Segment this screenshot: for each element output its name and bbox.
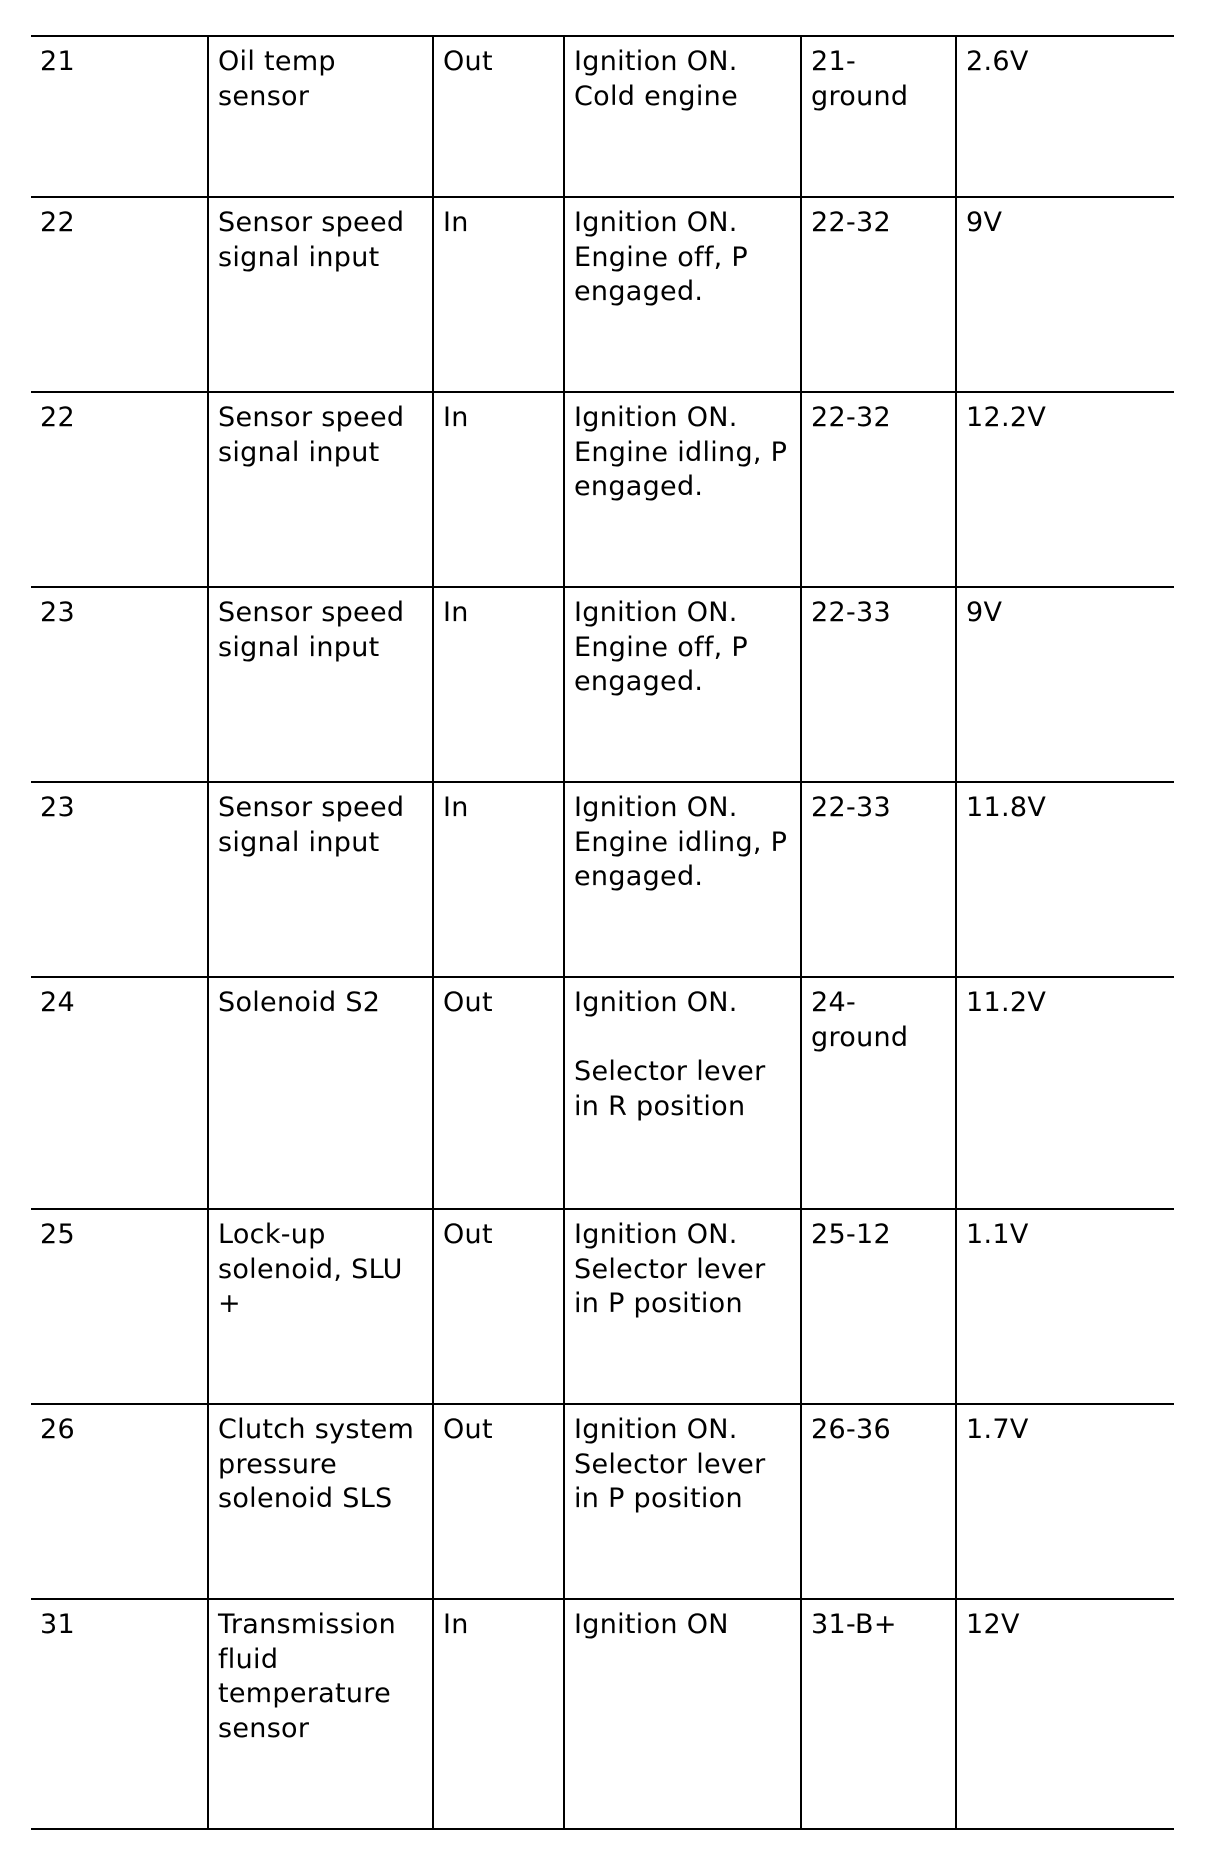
signal-direction-cell: Out [433, 977, 564, 1209]
measurement-points-cell: 22-33 [801, 587, 956, 782]
table-row [31, 1209, 1174, 1404]
test-condition-cell [564, 977, 801, 1209]
measurement-points-cell: 25-12 [801, 1209, 956, 1404]
test-condition-line: Ignition ON. [574, 207, 738, 238]
test-condition-line: Selector lever in P position [574, 1448, 766, 1514]
expected-value-cell: 12V [956, 1599, 1174, 1829]
table-row [31, 587, 1174, 782]
pin-number-cell: 25 [31, 1209, 208, 1404]
test-condition-line: Ignition ON. [574, 1219, 738, 1250]
test-condition-cell [564, 1209, 801, 1404]
test-condition-line: Engine off, P engaged. [574, 241, 748, 307]
signal-direction-cell: In [433, 782, 564, 977]
signal-direction-cell: Out [433, 1209, 564, 1404]
signal-direction-cell: In [433, 587, 564, 782]
test-condition-cell [564, 36, 801, 197]
pin-number-cell: 22 [31, 392, 208, 587]
test-condition-line: Ignition ON. [574, 597, 738, 628]
test-condition-line: Ignition ON. [574, 402, 738, 433]
expected-value-cell: 1.7V [956, 1404, 1174, 1599]
component-name-cell: Clutch system pressure solenoid SLS [208, 1404, 433, 1599]
expected-value-cell: 12.2V [956, 392, 1174, 587]
test-condition-line: Engine off, P engaged. [574, 631, 748, 697]
table-row [31, 977, 1174, 1209]
table-row [31, 197, 1174, 392]
test-condition-cell [564, 782, 801, 977]
test-condition-line: Engine idling, P engaged. [574, 826, 788, 892]
test-condition-line: Ignition ON. [574, 1414, 738, 1445]
measurement-points-cell: 22-33 [801, 782, 956, 977]
expected-value-cell: 1.1V [956, 1209, 1174, 1404]
signal-direction-cell: In [433, 392, 564, 587]
signal-direction-cell: In [433, 1599, 564, 1829]
measurement-points-cell: 24-ground [801, 977, 956, 1209]
expected-value-cell: 9V [956, 587, 1174, 782]
component-name-cell: Sensor speed signal input [208, 587, 433, 782]
table-row [31, 36, 1174, 197]
test-condition-line: Ignition ON [574, 1609, 729, 1640]
table-row [31, 782, 1174, 977]
expected-value-cell: 11.8V [956, 782, 1174, 977]
measurement-points-cell: 21-ground [801, 36, 956, 197]
pin-number-cell: 21 [31, 36, 208, 197]
test-condition-line [574, 1021, 792, 1056]
measurement-points-cell: 22-32 [801, 197, 956, 392]
test-condition-cell [564, 1404, 801, 1599]
test-condition-cell [564, 1599, 801, 1829]
measurement-points-cell: 31-B+ [801, 1599, 956, 1829]
component-name-cell: Sensor speed signal input [208, 392, 433, 587]
signal-direction-cell: Out [433, 1404, 564, 1599]
test-condition-line: Ignition ON. [574, 46, 738, 77]
measurement-points-cell: 22-32 [801, 392, 956, 587]
component-name-cell: Oil temp sensor [208, 36, 433, 197]
component-name-cell: Sensor speed signal input [208, 197, 433, 392]
component-name-cell: Lock-up solenoid, SLU + [208, 1209, 433, 1404]
test-condition-line: Selector lever in R position [574, 1056, 766, 1122]
expected-value-cell: 9V [956, 197, 1174, 392]
pin-number-cell: 23 [31, 782, 208, 977]
pin-number-cell: 24 [31, 977, 208, 1209]
test-condition-line: Selector lever in P position [574, 1253, 766, 1319]
expected-value-cell: 2.6V [956, 36, 1174, 197]
component-name-cell: Transmission fluid temperature sensor [208, 1599, 433, 1829]
pin-number-cell: 23 [31, 587, 208, 782]
pin-number-cell: 26 [31, 1404, 208, 1599]
component-name-cell: Solenoid S2 [208, 977, 433, 1209]
table-body [31, 36, 1174, 1829]
table-row [31, 392, 1174, 587]
pin-number-cell: 31 [31, 1599, 208, 1829]
test-condition-line: Ignition ON. [574, 987, 738, 1018]
test-condition-cell [564, 587, 801, 782]
pin-measurement-table [31, 35, 1174, 1830]
pin-number-cell: 22 [31, 197, 208, 392]
test-condition-line: Ignition ON. [574, 792, 738, 823]
test-condition-line: Cold engine [574, 80, 738, 112]
table-row [31, 1599, 1174, 1829]
test-condition-line: Engine idling, P engaged. [574, 436, 788, 502]
test-condition-cell [564, 392, 801, 587]
test-condition-cell [564, 197, 801, 392]
component-name-cell: Sensor speed signal input [208, 782, 433, 977]
measurement-points-cell: 26-36 [801, 1404, 956, 1599]
table-row [31, 1404, 1174, 1599]
expected-value-cell: 11.2V [956, 977, 1174, 1209]
signal-direction-cell: In [433, 197, 564, 392]
signal-direction-cell: Out [433, 36, 564, 197]
